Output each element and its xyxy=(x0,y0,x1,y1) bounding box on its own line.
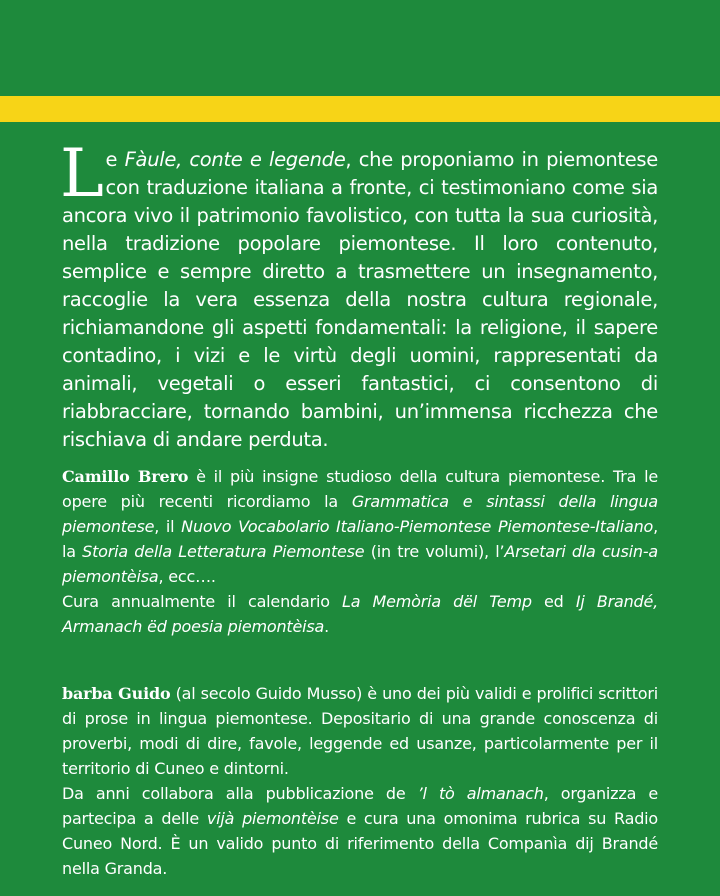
drop-cap: L xyxy=(60,135,104,212)
work-title: La Memòria dël Temp xyxy=(342,592,532,611)
bio-text: e cura una omonima rubrica su Radio Cuneo Nord. È un valido punto di riferimento della Companìa dij Brandé nella Granda. xyxy=(62,809,658,878)
intro-body: , che proponiamo in piemontese con traduzione italiana a fronte, ci testimoniano come sia ancora vivo il patrimonio favolistico, con tutta la sua curiosità, nella tradizione popolare piemontese. Il loro contenuto, semplice e sempre diretto a trasmettere un insegnamento, raccoglie la vera essenza della nostra cultura regionale, richiamandone gli aspetti fondamentali: la religione, il sapere contadino, i vizi e le virtù degli uomini, rappresentati da animali, vegetali o esseri fantastici, ci consentono di riabbracciare, tornando bambini, un’immensa ricchezza che rischiava di andare perduta. xyxy=(62,148,658,451)
bio-guido-activities xyxy=(62,781,658,881)
work-title: Storia della Letteratura Piemontese xyxy=(82,542,365,561)
bio-text: (al secolo Guido Musso) è uno dei più validi e prolifici scrittori di prose in lingua piemontese. Depositario di una grande conoscenza di proverbi, modi di dire, favole, leggende ed usanze, particolarmente per il territorio di Cuneo e dintorni. xyxy=(62,684,658,778)
bio-text: , la xyxy=(62,517,658,561)
bio-brero-works xyxy=(62,464,658,589)
author-bio-guido xyxy=(62,681,658,881)
bio-brero-calendar xyxy=(62,589,658,639)
book-title: Fàule, conte e legende xyxy=(124,148,346,171)
bio-text: (in tre volumi), l’ xyxy=(364,542,505,561)
intro-lead: e xyxy=(105,148,125,171)
bio-text: Da anni collabora alla pubblicazione de xyxy=(62,784,418,803)
author-bio-brero xyxy=(62,464,658,639)
work-title: Grammatica e sintassi della lingua piemontese xyxy=(62,492,658,536)
yellow-stripe xyxy=(0,96,720,122)
work-title: Arsetari dla cusin-a piemontèisa xyxy=(62,542,658,586)
bio-text: , ecc…. xyxy=(158,567,216,586)
bio-text: ed xyxy=(531,592,576,611)
bio-text: , il xyxy=(154,517,182,536)
work-title: Nuovo Vocabolario Italiano-Piemontese Piemontese-Italiano xyxy=(181,517,654,536)
work-title: vijà piemontèise xyxy=(206,809,339,828)
author-name: Camillo Brero xyxy=(62,467,189,486)
intro-paragraph xyxy=(60,135,658,454)
author-name: barba Guido xyxy=(62,684,171,703)
work-title: ’l tò almanach xyxy=(417,784,544,803)
bio-text: è il più insigne studioso della cultura piemontese. Tra le opere più recenti ricordiamo la xyxy=(62,467,658,511)
work-title: Ij Brandé, Armanach ëd poesia piemontèisa xyxy=(62,592,659,636)
bio-text: , organizza e partecipa a delle xyxy=(62,784,658,828)
bio-text: Cura annualmente il calendario xyxy=(62,592,342,611)
bio-text: . xyxy=(324,617,329,636)
bio-guido-intro xyxy=(62,681,658,781)
